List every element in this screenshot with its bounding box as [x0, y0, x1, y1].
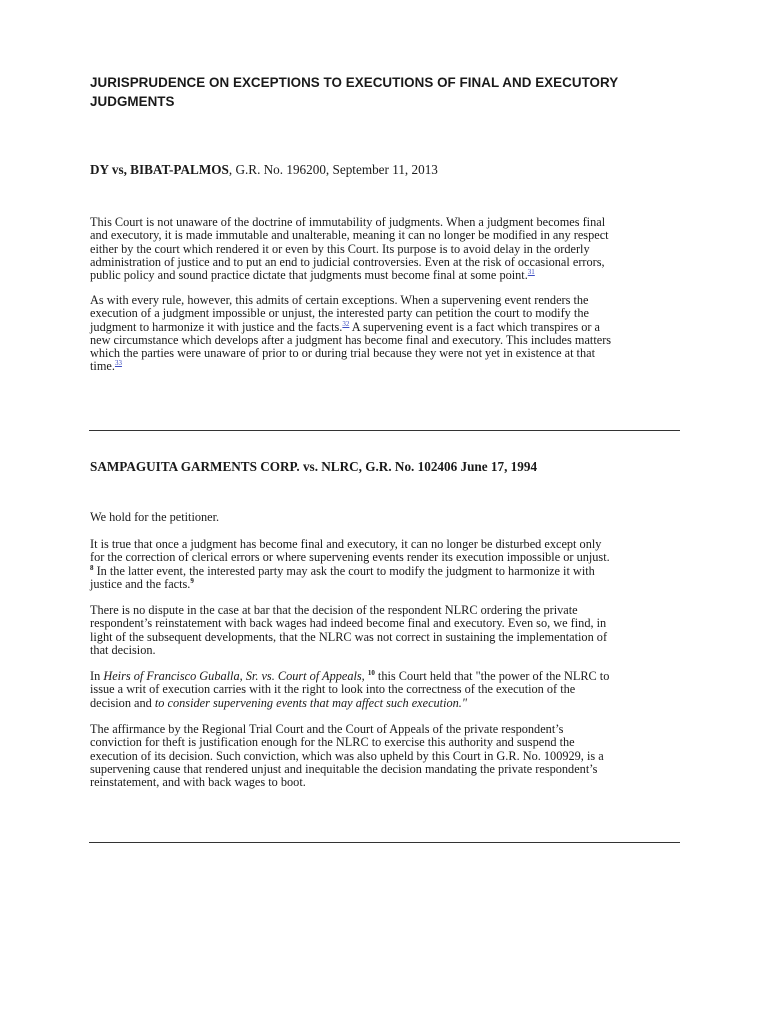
case2-p5-line: execution of its decision. Such conviction, which was also upheld by this Court in G.R. No. 100929, is a: [90, 748, 604, 763]
footnote-link-31[interactable]: 31: [527, 268, 535, 277]
footnote-link-32[interactable]: 32: [342, 319, 350, 328]
case1-p2-line: A supervening event is a fact which transpires or a: [349, 319, 601, 334]
case1-p2-line: new circumstance which develops after a judgment has become final and executory. This includes matters: [90, 332, 612, 347]
section-divider: [89, 842, 680, 843]
case1-heading-name: DY vs, BIBAT-PALMOS: [90, 162, 229, 177]
footnote-9: 9: [190, 576, 194, 585]
case2-heading: [90, 459, 537, 475]
case1-p1-line: either by the court which rendered it or even by this Court. Its purpose is to avoid delay in the orderly: [90, 241, 590, 256]
case1-p1-line: administration of justice and to put an end to judicial controversies. Even at the risk of occasional errors,: [90, 254, 605, 269]
case2-p3-line: There is no dispute in the case at bar that the decision of the respondent NLRC ordering the private: [90, 603, 578, 617]
case2-heading-name: SAMPAGUITA GARMENTS CORP. vs. NLRC, G.R. No. 102406 June 17, 1994: [90, 459, 538, 474]
case1-p2-line: time.: [90, 359, 115, 374]
case2-p4-case-name: Heirs of Francisco Guballa, Sr. vs. Court of Appeals,: [103, 669, 365, 683]
case2-p3-line: light of the subsequent developments, that the NLRC was not correct in sustaining the implementation of: [90, 629, 608, 644]
case2-p5-line: reinstatement, and with back wages to boot.: [90, 775, 306, 790]
case2-p5-line: The affirmance by the Regional Trial Court and the Court of Appeals of the private respondent’s: [90, 722, 564, 736]
case1-p1-line: public policy and sound practice dictate that judgments must become final at some point.: [90, 268, 528, 283]
case1-paragraph-2: [90, 294, 690, 374]
case2-paragraph-1: We hold for the petitioner.: [90, 510, 220, 524]
case1-p2-line: judgment to harmonize it with justice and the facts.: [90, 319, 343, 334]
case2-paragraph-5: [90, 723, 690, 789]
case2-p4-line: this Court held that "the power of the NLRC to: [374, 669, 610, 683]
case2-paragraph-3: [90, 604, 690, 657]
case2-p2-line: for the correction of clerical errors or where supervening events render its execution impossible or unjust.: [90, 550, 610, 565]
case2-p5-line: conviction for theft is justification enough for the NLRC to exercise this authority and suspend the: [90, 735, 575, 750]
document-title: [90, 73, 690, 111]
case1-p1-line: This Court is not unaware of the doctrine of immutability of judgments. When a judgment becomes final: [90, 215, 606, 229]
title-line-2: JUDGMENTS: [90, 94, 175, 109]
case1-heading-citation: , G.R. No. 196200, September 11, 2013: [228, 162, 438, 177]
case2-p2-line: It is true that once a judgment has become final and executory, it can no longer be disturbed except only: [90, 537, 602, 551]
case2-p3-line: respondent’s reinstatement with back wages had indeed become final and executory. Even so, we find, in: [90, 616, 607, 631]
footnote-8: 8: [90, 563, 94, 572]
case2-p4-in: In: [90, 669, 104, 683]
case1-p1-line: and executory, it is made immutable and unalterable, meaning it can no longer be modified in any respect: [90, 228, 609, 243]
case2-paragraph-2: [90, 538, 690, 591]
case1-p2-line: execution of a judgment impossible or unjust, the interested party can petition the court to modify the: [90, 306, 589, 321]
case2-p4-italic-quote: to consider supervening events that may affect such execution.": [154, 695, 468, 710]
title-line-1: JURISPRUDENCE ON EXCEPTIONS TO EXECUTIONS OF FINAL AND EXECUTORY: [90, 75, 619, 90]
case2-p4-line: decision and: [90, 695, 155, 710]
case1-p2-line: which the parties were unaware of prior to or during trial because they were not yet in existence at that: [90, 346, 596, 361]
footnote-10: 10: [367, 668, 375, 677]
case2-p2-line: justice and the facts.: [90, 576, 191, 591]
case1-p2-line: As with every rule, however, this admits of certain exceptions. When a supervening event renders the: [90, 293, 589, 307]
footnote-link-33[interactable]: 33: [114, 359, 122, 368]
case2-p2-line: In the latter event, the interested party may ask the court to modify the judgment to harmonize it with: [93, 563, 595, 578]
case2-p5-line: supervening cause that rendered unjust and inequitable the decision mandating the private respondent’s: [90, 761, 598, 776]
case1-heading: [90, 162, 438, 178]
case2-paragraph-4: [90, 670, 690, 710]
case2-p3-line: that decision.: [90, 642, 156, 657]
case2-p4-line: issue a writ of execution carries with it the right to look into the correctness of the execution of the: [90, 682, 576, 697]
section-divider: [89, 430, 680, 431]
case1-paragraph-1: [90, 216, 690, 282]
